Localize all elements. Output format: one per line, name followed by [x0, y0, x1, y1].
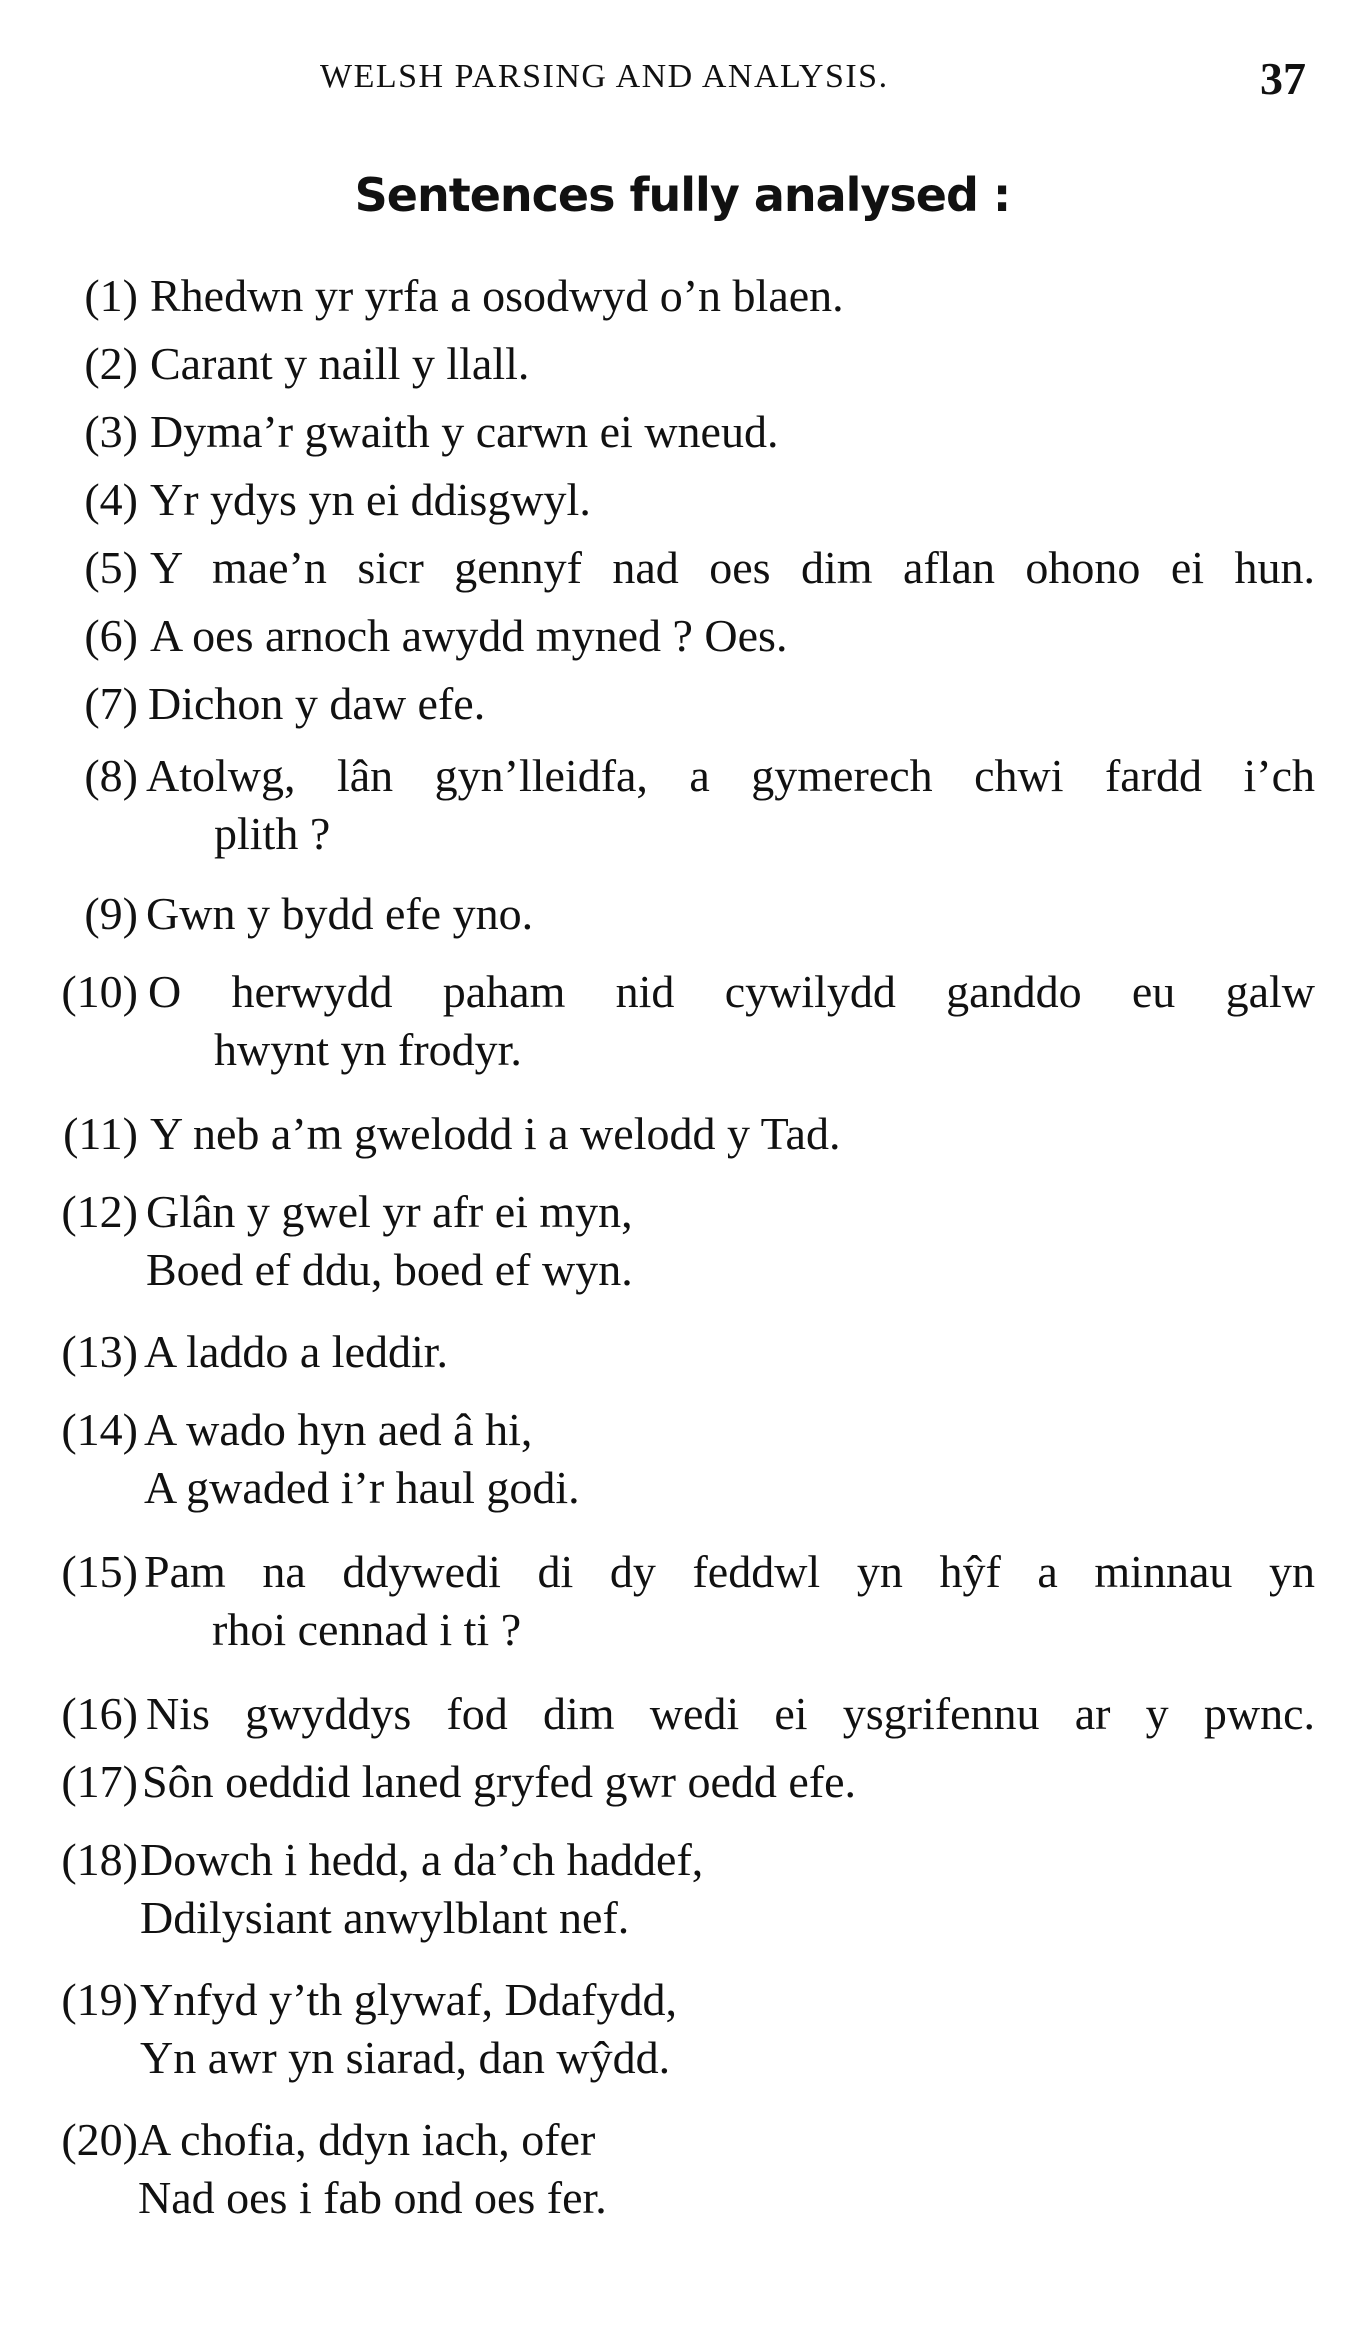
running-title: WELSH PARSING AND ANALYSIS. — [320, 58, 889, 95]
sentence-line: Dichon y daw efe. — [148, 678, 486, 729]
sentence-line: Ynfyd y’th glywaf, Ddafydd, — [140, 1974, 677, 2025]
sentence-line: Sôn oeddid laned gryfed gwr oedd efe. — [142, 1756, 857, 1807]
sentence-line: Dowch i hedd, a da’ch haddef, — [140, 1834, 704, 1885]
sentence-line: Glân y gwel yr afr ei myn, — [146, 1186, 633, 1237]
sentence-number: (13) — [61, 1326, 138, 1377]
sentence-number: (7) — [84, 678, 138, 729]
sentence-number: (12) — [61, 1186, 138, 1237]
sentence-line: Y neb a’m gwelodd i a welodd y Tad. — [150, 1108, 841, 1159]
sentence-line: Rhedwn yr yrfa a osodwyd o’n blaen. — [150, 270, 844, 321]
sentence-number: (19) — [61, 1974, 138, 2025]
sentence-line: Boed ef ddu, boed ef wyn. — [146, 1244, 633, 1295]
sentence-number: (2) — [84, 338, 138, 389]
sentence-number: (6) — [84, 610, 138, 661]
sentence-line: Yr ydys yn ei ddisgwyl. — [150, 474, 591, 525]
sentence-line: Ddilysiant anwylblant nef. — [140, 1892, 630, 1943]
sentence-number: (9) — [84, 888, 138, 939]
sentence-line: A oes arnoch awydd myned ? Oes. — [150, 610, 788, 661]
sentence-line: Gwn y bydd efe yno. — [146, 888, 534, 939]
sentence-number: (14) — [61, 1404, 138, 1455]
sentence-line: A wado hyn aed â hi, — [144, 1404, 533, 1455]
sentence-number: (17) — [61, 1756, 138, 1807]
sentence-number: (1) — [84, 270, 138, 321]
sentence-line: Yn awr yn siarad, dan wŷdd. — [140, 2032, 671, 2083]
sentence-number: (3) — [84, 406, 138, 457]
sentence-line: Dyma’r gwaith y carwn ei wneud. — [150, 406, 779, 457]
sentence-number: (8) — [84, 750, 138, 801]
sentence-line-continuation: hwynt yn frodyr. — [214, 1024, 522, 1075]
section-heading: Sentences fully analysed : — [354, 168, 1011, 222]
sentence-number: (18) — [61, 1834, 138, 1885]
sentence-number: (4) — [84, 474, 138, 525]
sentence-line: Y mae’n sicr gennyf nad oes dim aflan ohono ei hun. — [150, 542, 1315, 593]
sentence-line-continuation: rhoi cennad i ti ? — [212, 1604, 522, 1655]
sentence-line: Carant y naill y llall. — [150, 338, 530, 389]
sentence-line: Nad oes i fab ond oes fer. — [138, 2172, 607, 2223]
sentence-number: (10) — [61, 966, 138, 1017]
sentence-line: Nis gwyddys fod dim wedi ei ysgrifennu ar y pwnc. — [146, 1688, 1315, 1739]
sentence-number: (11) — [63, 1108, 138, 1159]
sentence-number: (5) — [84, 542, 138, 593]
sentence-number: (16) — [61, 1688, 138, 1739]
page-number: 37 — [1260, 53, 1306, 104]
sentence-number: (20) — [61, 2114, 138, 2165]
sentence-number: (15) — [61, 1546, 138, 1597]
sentence-line: A chofia, ddyn iach, ofer — [138, 2114, 596, 2165]
sentence-line: O herwydd paham nid cywilydd ganddo eu galw — [148, 966, 1315, 1017]
sentence-line-continuation: plith ? — [214, 808, 331, 859]
sentence-line: Pam na ddywedi di dy feddwl yn hŷf a minnau yn — [144, 1546, 1315, 1597]
sentence-line: A gwaded i’r haul godi. — [144, 1462, 580, 1513]
running-header — [0, 53, 1365, 108]
sentence-line: A laddo a leddir. — [144, 1326, 449, 1377]
sentence-line: Atolwg, lân gyn’lleidfa, a gymerech chwi fardd i’ch — [146, 750, 1315, 801]
